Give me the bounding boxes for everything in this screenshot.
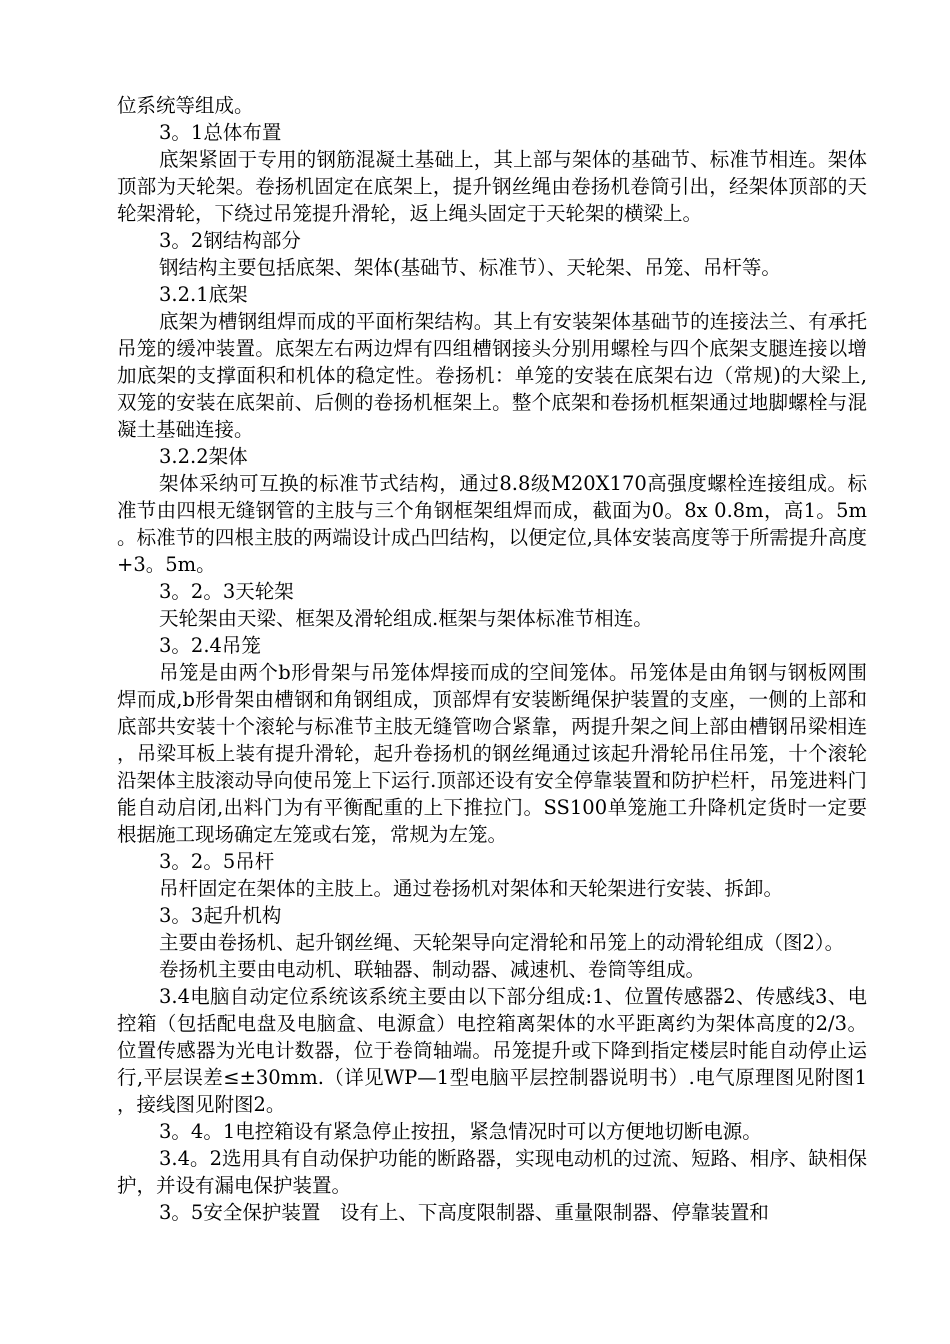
body-paragraph: 3.4电脑自动定位系统该系统主要由以下部分组成:1、位置传感器2、传感线3、电控箱（包括配电盘及电脑盒、电源盒）电控箱离架体的水平距离约为架体高度的2/3。位置传感器为光电计数器，位于卷筒轴端。吊笼提升或下降到指定楼层时能自动停止运行,平层误差≤±30mm.（详见WP—1型电脑平层控制器说明书）.电气原理图见附图1，接线图见附图2。 — [117, 985, 867, 1116]
section-heading: 3。2。3天轮架 — [159, 580, 294, 603]
section-heading: 3。2.4吊笼 — [159, 634, 261, 657]
body-paragraph: 吊笼是由两个b形骨架与吊笼体焊接而成的空间笼体。吊笼体是由角钢与钢板网围焊而成,b形骨架由槽钢和角钢组成，顶部焊有安装断绳保护装置的支座，一侧的上部和底部共安装十个滚轮与标准节主肢无缝管吻合紧靠，两提升架之间上部由槽钢吊梁相连，吊梁耳板上装有提升滑轮，起升卷扬机的钢丝绳通过该起升滑轮吊住吊笼，十个滚轮沿架体主肢滚动导向使吊笼上下运行.顶部还设有安全停靠装置和防护栏杆，吊笼进料门能自动启闭,出料门为有平衡配重的上下推拉门。SS100单笼施工升降机定货时一定要根据施工现场确定左笼或右笼，常规为左笼。 — [117, 661, 867, 846]
section-heading: 3。1总体布置 — [159, 121, 282, 144]
body-paragraph: 钢结构主要包括底架、架体(基础节、标准节）、天轮架、吊笼、吊杆等。 — [159, 256, 781, 279]
body-paragraph: 位系统等组成。 — [117, 94, 254, 117]
body-paragraph: 3.4。2选用具有自动保护功能的断路器，实现电动机的过流、短路、相序、缺相保护，并设有漏电保护装置。 — [117, 1147, 867, 1197]
body-paragraph: 卷扬机主要由电动机、联轴器、制动器、减速机、卷筒等组成。 — [159, 958, 706, 981]
body-paragraph: 3。5安全保护装置 设有上、下高度限制器、重量限制器、停靠装置和 — [159, 1201, 769, 1224]
body-paragraph: 底架紧固于专用的钢筋混凝土基础上，其上部与架体的基础节、标准节相连。架体顶部为天轮架。卷扬机固定在底架上，提升钢丝绳由卷扬机卷筒引出，经架体顶部的天轮架滑轮，下绕过吊笼提升滑轮，返上绳头固定于天轮架的横梁上。 — [117, 148, 867, 225]
section-heading: 3。2。5吊杆 — [159, 850, 275, 873]
section-heading: 3。2钢结构部分 — [159, 229, 301, 252]
body-paragraph: 底架为槽钢组焊而成的平面桁架结构。其上有安装架体基础节的连接法兰、有承托吊笼的缓冲装置。底架左右两边焊有四组槽钢接头分别用螺栓与四个底架支腿连接以增加底架的支撑面积和机体的稳定性。卷扬机：单笼的安装在底架右边（常规)的大梁上,双笼的安装在底架前、后侧的卷扬机框架上。整个底架和卷扬机框架通过地脚螺栓与混凝土基础连接。 — [117, 310, 867, 441]
section-heading: 3.2.1底架 — [159, 283, 248, 306]
body-paragraph: 3。4。1电控箱设有紧急停止按扭，紧急情况时可以方便地切断电源。 — [159, 1120, 762, 1143]
body-paragraph: 架体采纳可互换的标准节式结构，通过8.8级M20X170高强度螺栓连接组成。标准节由四根无缝钢管的主肢与三个角钢框架组焊而成，截面为0。8x 0.8m，高1。5m。标准节的四根主肢的两端设计成凸凹结构，以便定位,具体安装高度等于所需提升高度+3。5m。 — [117, 472, 867, 576]
section-heading: 3。3起升机构 — [159, 904, 282, 927]
body-paragraph: 天轮架由天梁、框架及滑轮组成.框架与架体标准节相连。 — [159, 607, 653, 630]
body-paragraph: 主要由卷扬机、起升钢丝绳、天轮架导向定滑轮和吊笼上的动滑轮组成（图2）。 — [159, 931, 845, 954]
document-body — [117, 92, 867, 1226]
section-heading: 3.2.2架体 — [159, 445, 248, 468]
body-paragraph: 吊杆固定在架体的主肢上。通过卷扬机对架体和天轮架进行安装、拆卸。 — [159, 877, 784, 900]
